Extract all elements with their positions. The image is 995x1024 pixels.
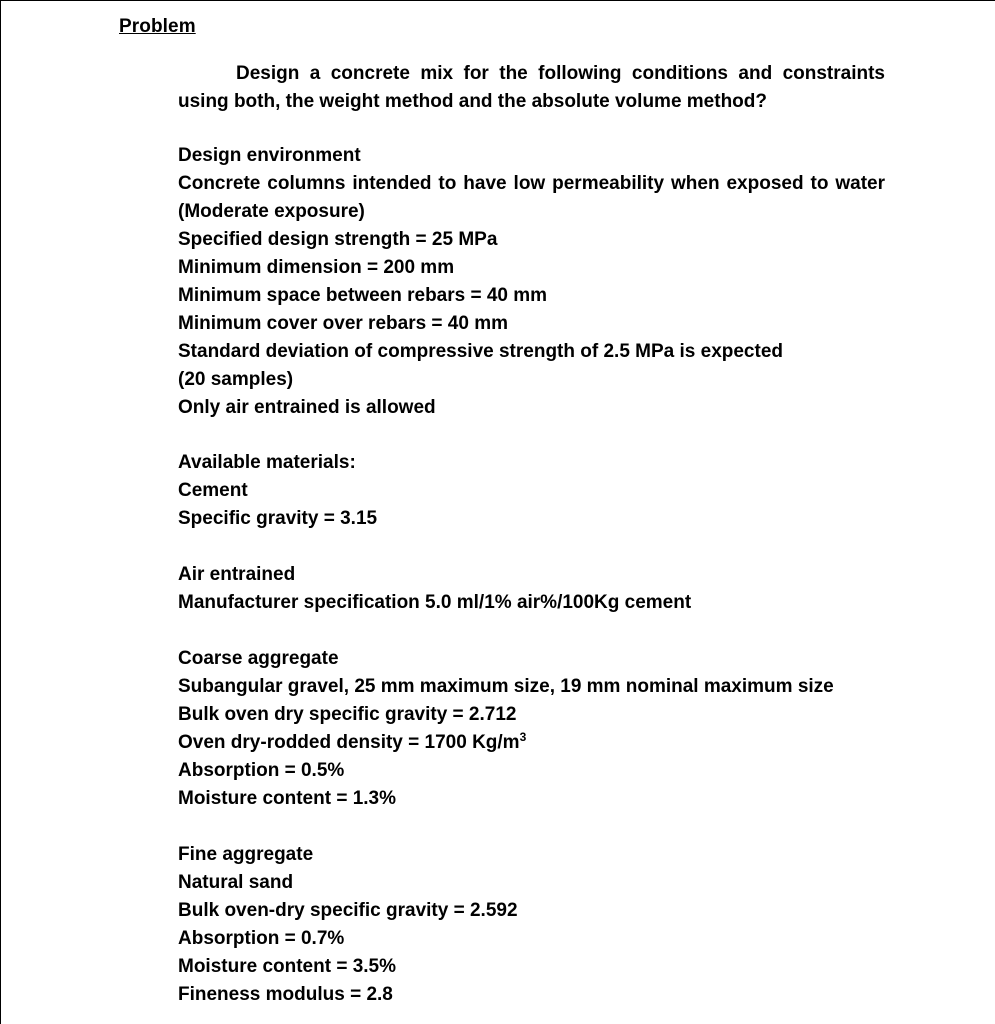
coarse-density-line (178, 729, 888, 757)
sample-count: (20 samples) (178, 369, 294, 390)
coarse-absorption: Absorption = 0.5% (178, 760, 345, 781)
cement-specific-gravity: Specific gravity = 3.15 (178, 508, 378, 529)
materials-section (178, 449, 888, 533)
cement-title: Cement (178, 480, 248, 501)
coarse-aggregate-title: Coarse aggregate (178, 648, 339, 669)
fine-aggregate-type: Natural sand (178, 872, 294, 893)
air-entrained-section (178, 561, 888, 617)
problem-heading: Problem (119, 16, 196, 37)
coarse-moisture: Moisture content = 1.3% (178, 788, 397, 809)
exposure-text: Concrete columns intended to have low permeability when exposed to water (Moderate exposure) (178, 173, 885, 222)
coarse-density: Oven dry-rodded density = 1700 Kg/m (178, 732, 520, 753)
air-entrained-only: Only air entrained is allowed (178, 397, 436, 418)
minimum-cover: Minimum cover over rebars = 40 mm (178, 313, 509, 334)
density-exponent: 3 (519, 730, 527, 744)
fine-aggregate-title: Fine aggregate (178, 844, 314, 865)
coarse-aggregate-section (178, 645, 888, 813)
materials-title: Available materials: (178, 452, 356, 473)
minimum-dimension: Minimum dimension = 200 mm (178, 257, 455, 278)
coarse-aggregate-description: Subangular gravel, 25 mm maximum size, 19 mm nominal maximum size (178, 676, 834, 697)
fine-specific-gravity: Bulk oven-dry specific gravity = 2.592 (178, 900, 518, 921)
design-environment-section (178, 142, 888, 422)
design-environment-title: Design environment (178, 145, 361, 166)
air-entrained-title: Air entrained (178, 564, 296, 585)
standard-deviation: Standard deviation of compressive strength of 2.5 MPa is expected (178, 341, 784, 362)
coarse-specific-gravity: Bulk oven dry specific gravity = 2.712 (178, 704, 517, 725)
air-entrained-spec: Manufacturer specification 5.0 ml/1% air%/100Kg cement (178, 592, 692, 613)
minimum-rebar-space: Minimum space between rebars = 40 mm (178, 285, 548, 306)
design-strength: Specified design strength = 25 MPa (178, 229, 498, 250)
fine-absorption: Absorption = 0.7% (178, 928, 345, 949)
fineness-modulus: Fineness modulus = 2.8 (178, 984, 393, 1005)
problem-statement-text: Design a concrete mix for the following conditions and constraints using both, the weight method and the absolute volume method? (178, 63, 885, 112)
problem-statement (178, 60, 885, 116)
fine-aggregate-section (178, 841, 888, 1009)
fine-moisture: Moisture content = 3.5% (178, 956, 397, 977)
